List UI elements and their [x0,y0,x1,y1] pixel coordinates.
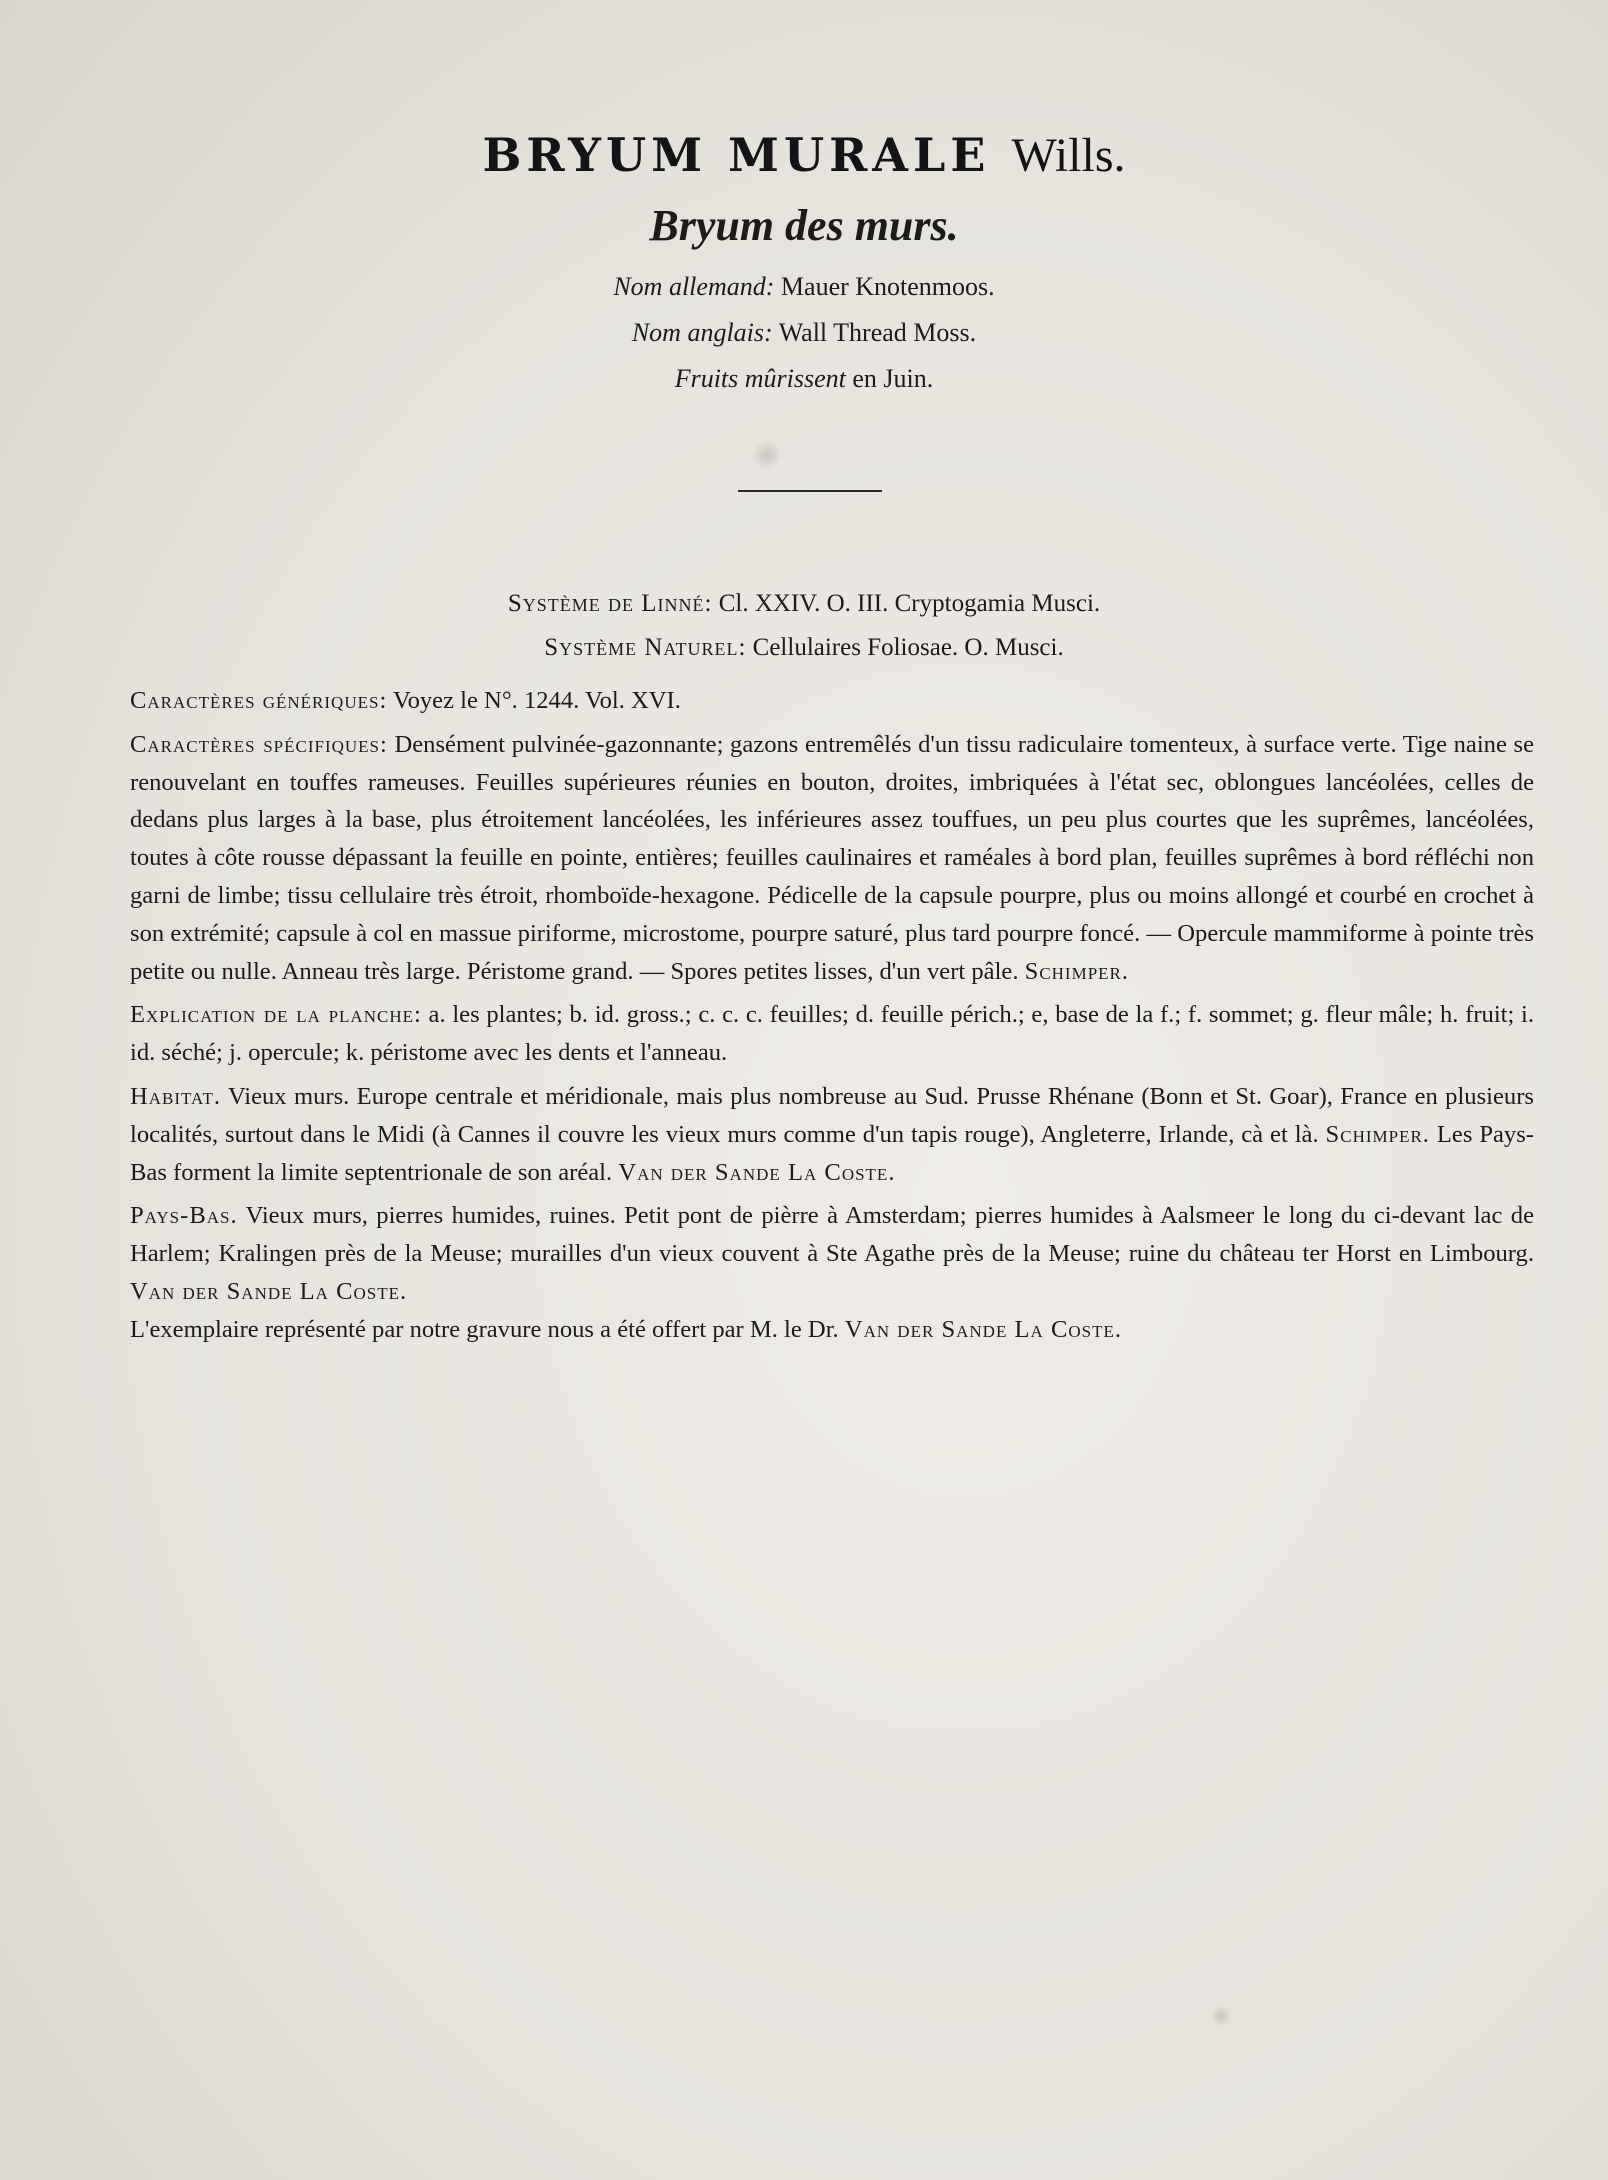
specific-characters-label: Caractères spécifiques: [130,730,388,758]
habitat-source: Schimper. [1325,1120,1430,1148]
species-author: Wills. [1011,129,1126,182]
document-title [0,128,1608,183]
paper-stain [1210,2005,1232,2027]
german-name-line: Nom allemand: Mauer Knotenmoos. [613,272,995,301]
specimen-text: L'exemplaire représenté par notre gravure nous a été offert par M. le Dr. [130,1315,839,1343]
plate-explanation-text: a. les plantes; b. id. gross.; c. c. c. feuilles; d. feuille périch.; e, base de la f.; f. sommet; g. fleur mâle; h. fruit; i. id. séché; j. opercule; k. péristome avec les dents et l'anneau. [130,1001,1535,1067]
specific-characters-text: Densément pulvinée-gazonnante; gazons entremêlés d'un tissu radiculaire tomenteux, à surface verte. Tige naine se renouvelant en touffes rameuses. Feuilles supérieures réunies en bouton, droites, imbriquées à l'état sec, oblongues lancéolées, celles de dedans plus larges à la base, plus étroitement lancéolées, les inférieures assez touffues, un peu plus courtes que les suprêmes, lancéolées, toutes à côte rousse dépassant la feuille en pointe, entières; feuilles caulinaires et raméales à bord plan, feuilles suprêmes à bord réfléchi non garni de limbe; tissu cellulaire très étroit, rhomboïde-hexagone. Pédicelle de la capsule pourpre, plus ou moins allongé et courbé en crochet à son extrémité; capsule à col en massue piriforme, microstome, pourpre saturé, plus tard pourpre foncé. — Opercule mammiforme à pointe très petite ou nulle. Anneau très large. Péristome grand. — Spores petites lisses, d'un vert pâle. [130,730,1534,985]
english-name-line [0,318,1608,348]
habitat-paragraph [130,1078,1534,1191]
species-name: BRYUM MURALE [482,128,991,182]
english-name-value: Wall Thread Moss. [778,318,977,347]
naturel-label: Système Naturel: [544,634,747,661]
habitat-source-2: Van der Sande La Coste. [618,1158,896,1186]
fruit-label: Fruits mûrissent [674,364,846,393]
netherlands-text: Vieux murs, pierres humides, ruines. Petit pont de pièrre à Amsterdam; pierres humides à Aalsmeer le long du ci-devant lac de Harlem; Kralingen près de la Meuse; murailles d'un vieux couvent à Ste Agathe près de la Meuse; ruine du château ter Horst en Limbourg. [130,1202,1534,1268]
generic-characters-text: Voyez le N°. 1244. Vol. XVI. [393,687,681,714]
generic-characters-paragraph [130,682,1534,720]
habitat-text-continued: Les Pays-Bas forment la limite septentrionale de son aréal. [130,1120,1534,1186]
german-name-label: Nom allemand [613,272,766,301]
fruit-line [0,364,1608,394]
specific-characters-source: Schimper. [1024,957,1130,985]
specific-characters-paragraph [130,726,1534,991]
specimen-paragraph [130,1311,1534,1349]
linne-system-line [0,590,1608,618]
netherlands-source: Van der Sande La Coste. [130,1277,408,1305]
habitat-label: Habitat. [130,1082,221,1110]
plate-explanation-label: Explication de la planche: [130,1001,422,1029]
english-name-label: Nom anglais: [631,318,773,347]
plate-explanation-paragraph [130,996,1534,1072]
fruit-value: en Juin. [852,364,934,393]
naturel-value: Cellulaires Foliosae. O. Musci. [752,634,1064,661]
netherlands-paragraph [130,1197,1534,1310]
netherlands-label: Pays-Bas. [130,1202,238,1230]
habitat-text: Vieux murs. Europe centrale et méridionale, mais plus nombreuse au Sud. Prusse Rhénane (Bonn et St. Goar), France en plusieurs localités, surtout dans le Midi (à Cannes il couvre les vieux murs comme d'un tapis rouge), Angleterre, Irlande, cà et là. [130,1082,1534,1148]
linne-label: Système de Linné: [507,590,713,617]
document-subtitle: Bryum des murs. [649,201,959,250]
linne-value: Cl. XXIV. O. III. Cryptogamia Musci. [718,590,1101,617]
natural-system-line [0,634,1608,662]
generic-characters-label: Caractères génériques: [130,687,388,714]
paper-stain [752,440,782,470]
description-body [130,682,1534,1355]
specimen-source: Van der Sande La Coste. [844,1315,1122,1343]
section-divider [738,490,882,492]
german-name-value: Mauer Knotenmoos. [780,272,995,301]
